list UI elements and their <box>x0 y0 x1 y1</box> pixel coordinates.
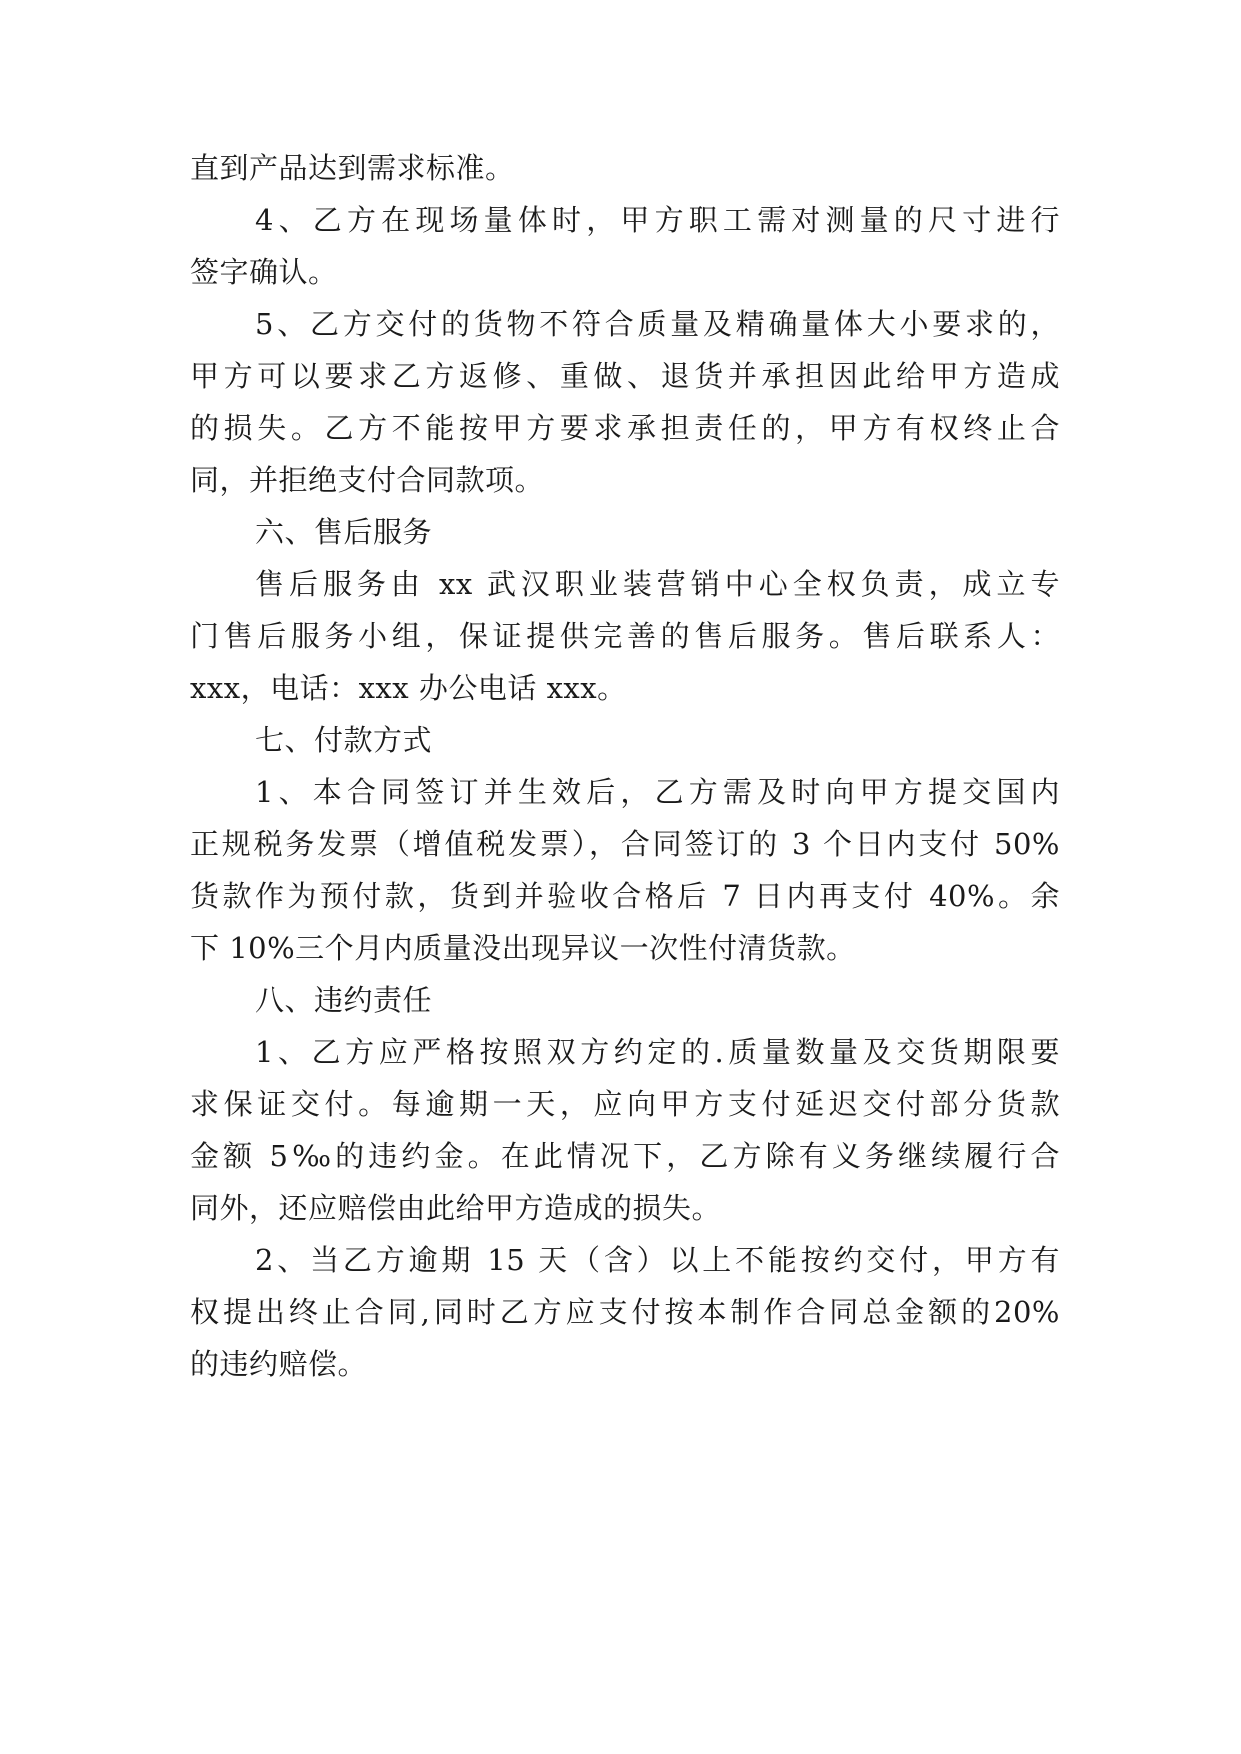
paragraph-line: 2、当乙方逾期 15 天（含）以上不能按约交付，甲方有 <box>255 1243 1060 1277</box>
paragraph-line: 5、乙方交付的货物不符合质量及精确量体大小要求的， <box>255 307 1060 341</box>
section-heading: 七、付款方式 <box>255 723 433 757</box>
paragraph-line: 货款作为预付款，货到并验收合格后 7 日内再支付 40%。余 <box>190 879 1060 913</box>
paragraph-line: 正规税务发票（增值税发票），合同签订的 3 个日内支付 50% <box>190 827 1060 861</box>
paragraph-line: 4、乙方在现场量体时，甲方职工需对测量的尺寸进行 <box>255 203 1060 237</box>
paragraph-line: 同外，还应赔偿由此给甲方造成的损失。 <box>190 1191 722 1225</box>
paragraph-line: 签字确认。 <box>190 255 338 289</box>
paragraph-line: 权提出终止合同,同时乙方应支付按本制作合同总金额的20% <box>190 1295 1060 1329</box>
paragraph-line: 的违约赔偿。 <box>190 1347 368 1381</box>
paragraph-line: 同，并拒绝支付合同款项。 <box>190 463 545 497</box>
paragraph-line: 的损失。乙方不能按甲方要求承担责任的，甲方有权终止合 <box>190 411 1060 445</box>
section-heading: 八、违约责任 <box>255 983 433 1017</box>
paragraph-line: 售后服务由 xx 武汉职业装营销中心全权负责，成立专 <box>255 567 1060 601</box>
paragraph-line: xxx，电话：xxx 办公电话 xxx。 <box>190 671 627 705</box>
paragraph-line: 求保证交付。每逾期一天，应向甲方支付延迟交付部分货款 <box>190 1087 1060 1121</box>
paragraph-line: 1、乙方应严格按照双方约定的.质量数量及交货期限要 <box>255 1035 1060 1069</box>
paragraph-line: 下 10%三个月内质量没出现异议一次性付清货款。 <box>190 931 856 965</box>
paragraph-line: 直到产品达到需求标准。 <box>190 151 515 185</box>
paragraph-line: 门售后服务小组，保证提供完善的售后服务。售后联系人： <box>190 619 1060 653</box>
section-heading: 六、售后服务 <box>255 515 433 549</box>
paragraph-line: 1、本合同签订并生效后，乙方需及时向甲方提交国内 <box>255 775 1060 809</box>
paragraph-line: 甲方可以要求乙方返修、重做、退货并承担因此给甲方造成 <box>190 359 1060 393</box>
paragraph-line: 金额 5‰的违约金。在此情况下，乙方除有义务继续履行合 <box>190 1139 1060 1173</box>
